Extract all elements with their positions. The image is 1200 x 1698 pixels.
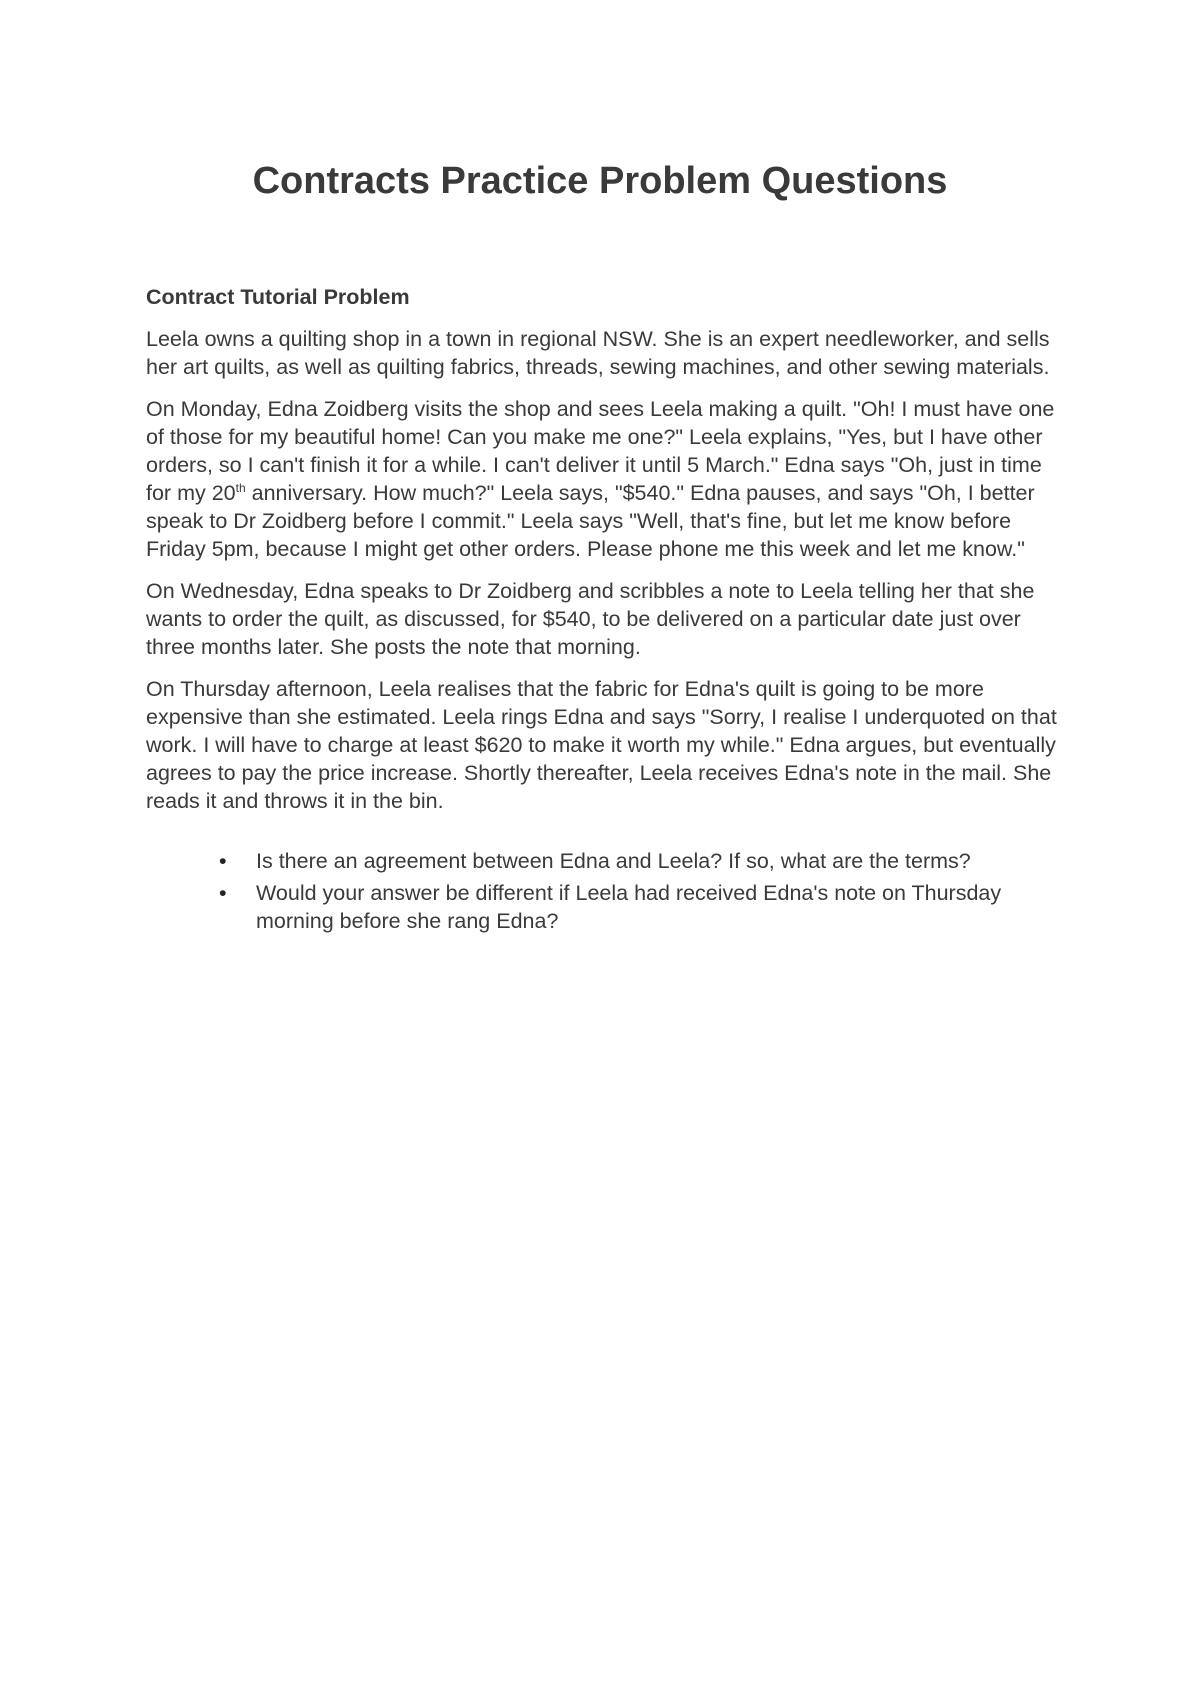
question-item — [146, 847, 1066, 875]
document-title: Contracts Practice Problem Questions — [252, 160, 948, 202]
paragraph-monday-visit — [146, 395, 1066, 563]
question-list — [146, 847, 1066, 935]
document-body — [146, 283, 1066, 939]
question-text: Would your answer be different if Leela had received Edna's note on Thursday morning before she rang Edna? — [256, 881, 1002, 933]
question-text: Is there an agreement between Edna and Leela? If so, what are the terms? — [256, 849, 971, 873]
paragraph-monday-text-part2: anniversary. How much?" Leela says, "$540." Edna pauses, and says "Oh, I better speak to Dr Zoidberg before I commit." Leela says "Well, that's fine, but let me know before Friday 5pm, because I might get other orders. Please phone me this week and let me know." — [146, 481, 1035, 561]
paragraph-monday-text-part1: On Monday, Edna Zoidberg visits the shop and sees Leela making a quilt. "Oh! I must have one of those for my beautiful home! Can you make me one?" Leela explains, "Yes, but I have other orders, so I can't finish it for a while. I can't deliver it until 5 March." Edna says "Oh, just in time for my 20 — [146, 397, 1055, 505]
bullet-icon: • — [219, 881, 227, 905]
paragraph-thursday-call: On Thursday afternoon, Leela realises that the fabric for Edna's quilt is going to be more expensive than she estimated. Leela rings Edna and says "Sorry, I realise I underquoted on that work. I will have to charge at least $620 to make it worth my while." Edna argues, but eventually agrees to pay the price increase. Shortly thereafter, Leela receives Edna's note in the mail. She reads it and throws it in the bin. — [146, 677, 1057, 813]
bullet-icon: • — [219, 849, 227, 873]
paragraph-wednesday-note: On Wednesday, Edna speaks to Dr Zoidberg and scribbles a note to Leela telling her that she wants to order the quilt, as discussed, for $540, to be delivered on a particular date just over three months later. She posts the note that morning. — [146, 579, 1035, 659]
paragraph-shop-intro: Leela owns a quilting shop in a town in regional NSW. She is an expert needleworker, and sells her art quilts, as well as quilting fabrics, threads, sewing machines, and other sewing materials. — [146, 327, 1050, 379]
ordinal-superscript: th — [235, 480, 246, 495]
question-item — [146, 879, 1066, 935]
section-heading: Contract Tutorial Problem — [146, 285, 410, 309]
